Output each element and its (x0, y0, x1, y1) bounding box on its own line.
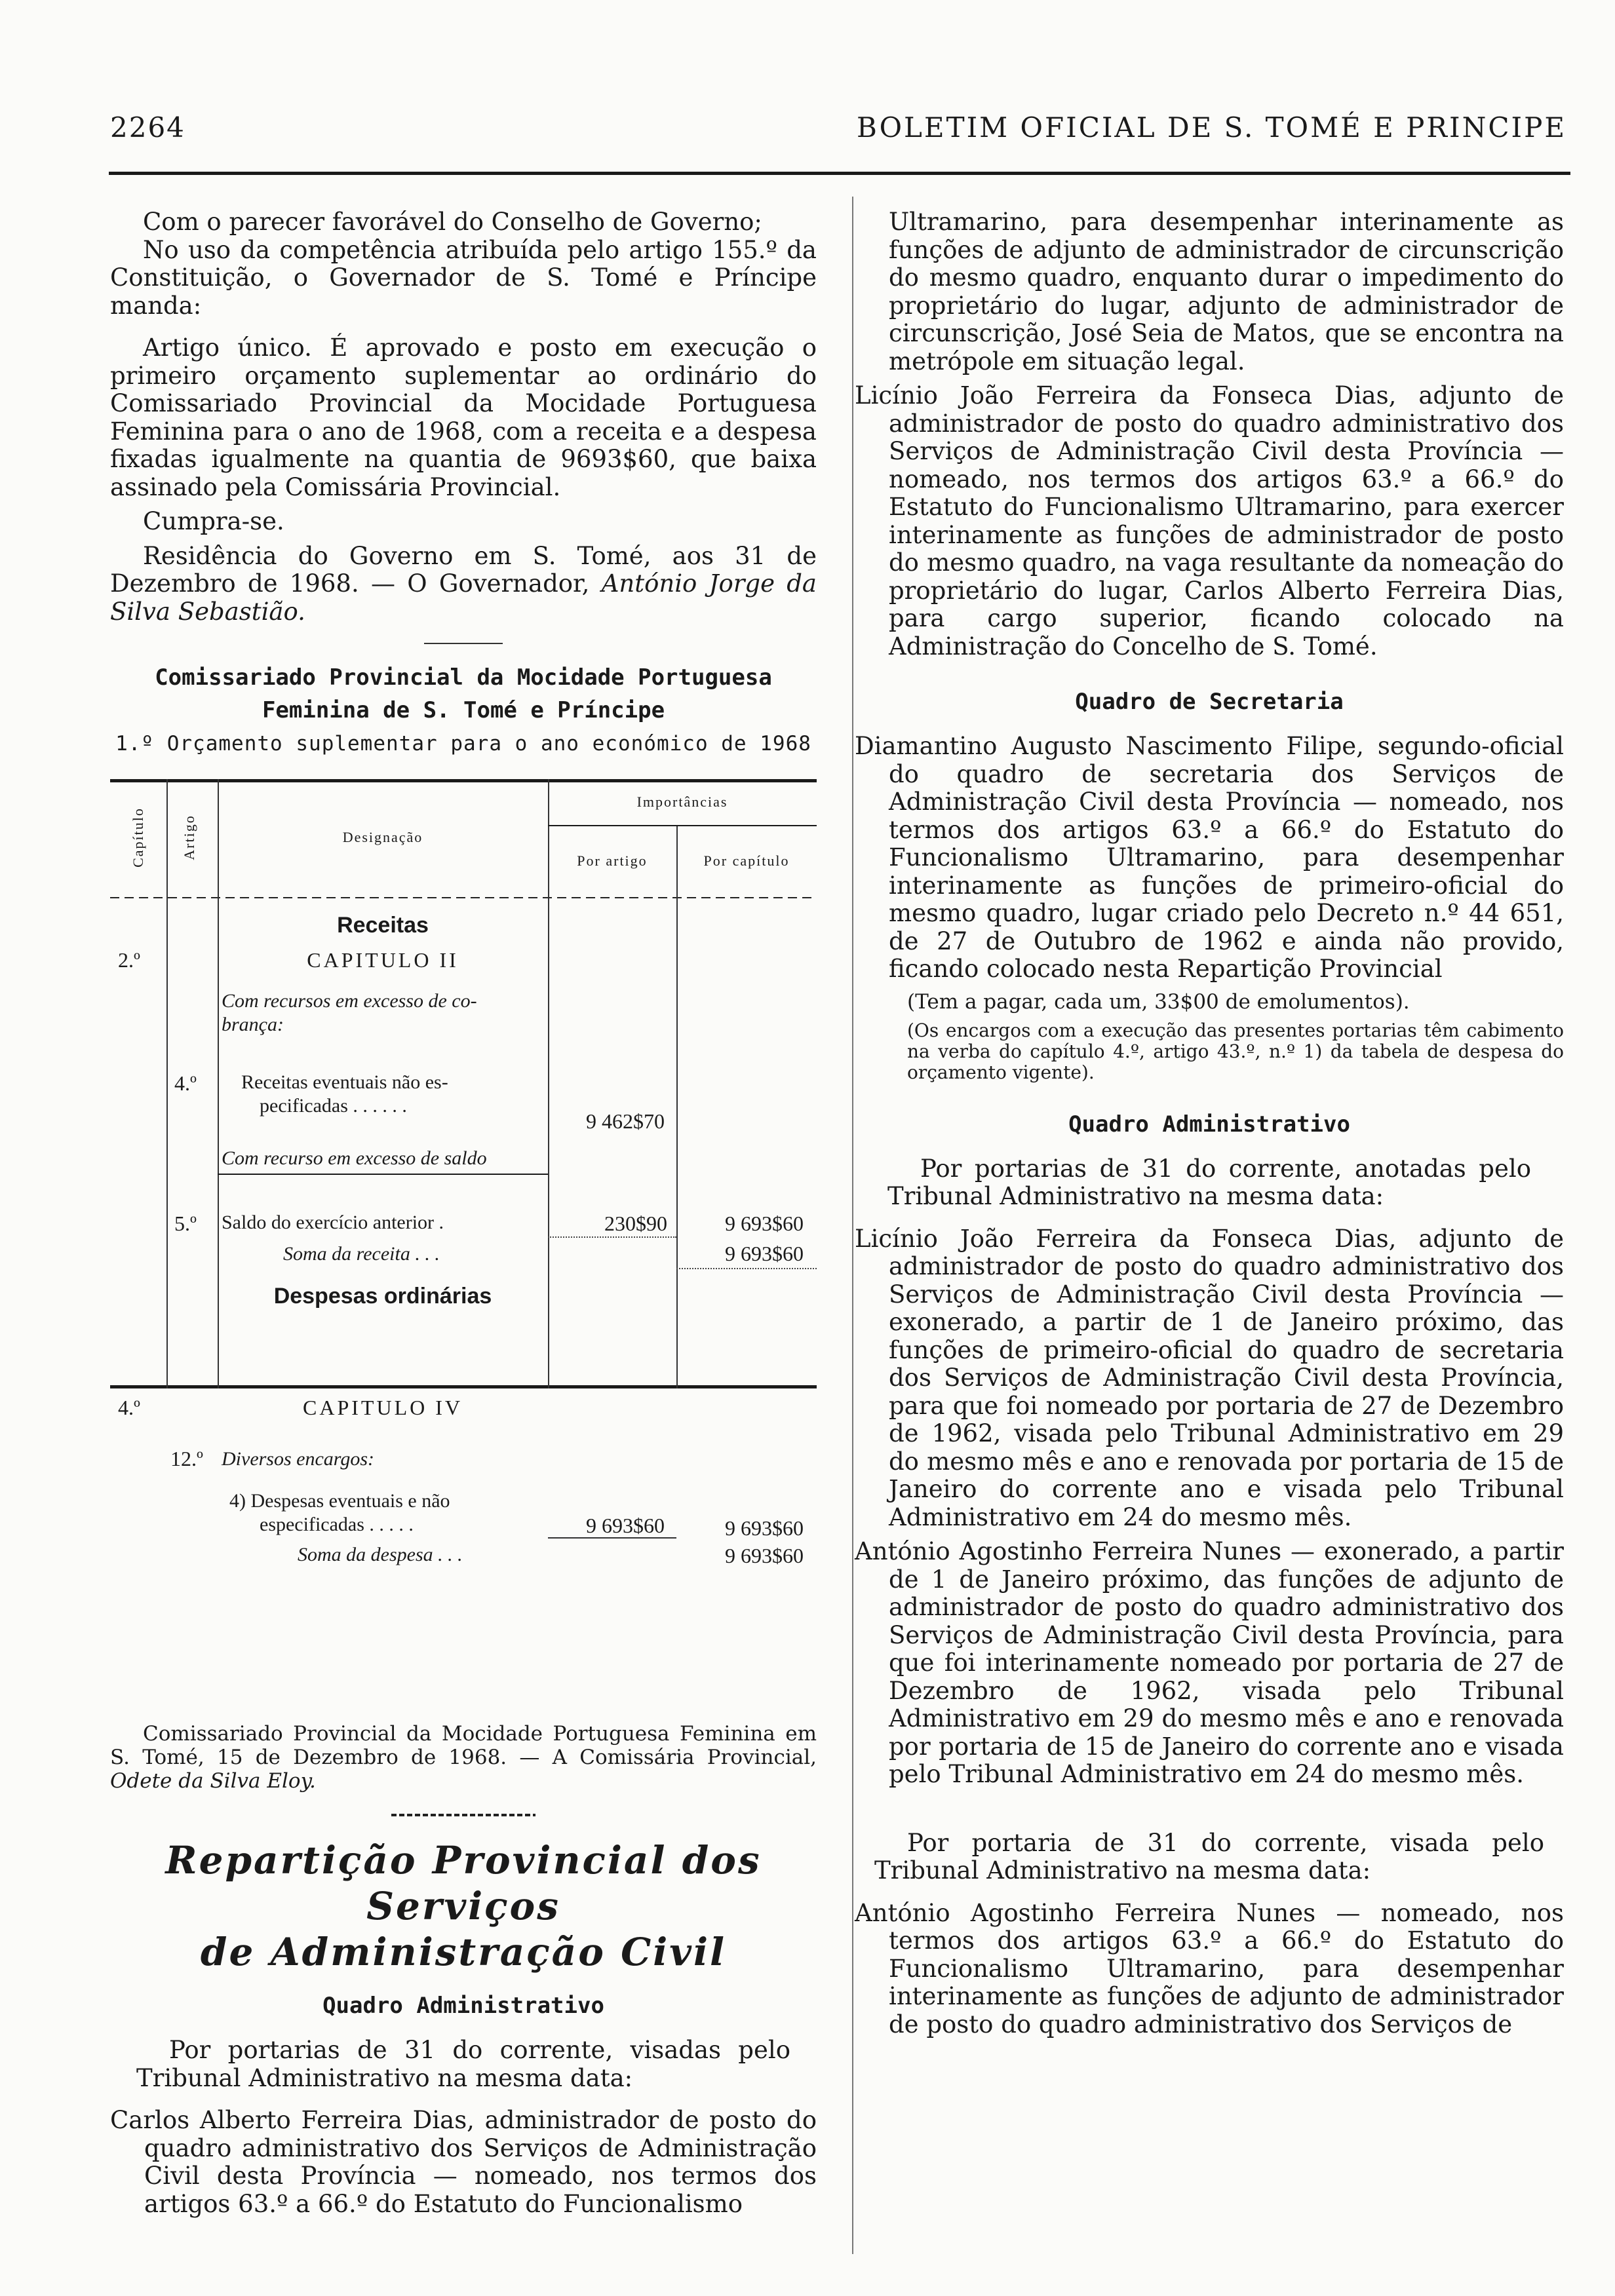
capitulo-iv: CAPITULO IV (303, 1396, 463, 1419)
importancias-rule (548, 825, 817, 826)
capitulo-number: 4.º (118, 1396, 140, 1419)
section-title (110, 661, 817, 727)
antonio-exonerado: António Agostinho Ferreira Nunes — exonerado, a partir de 1 de Janeiro próximo, das funções de adjunto de administrador de posto do quadro administrativo dos Serviços de Administração Civil desta Província, para que foi interinamente nomeado por portaria de 27 de Dezembro de 1962, visada pelo Tribunal Administrativo em 29 do mesmo mês e ano e renovada por portaria de 15 de Janeiro do corrente ano e visada pelo Tribunal Administrativo em 24 do mesmo mês. (855, 1537, 1564, 1788)
portarias-intro: Por portarias de 31 do corrente, visadas pelo Tribunal Administrativo na mesma data: (136, 2036, 790, 2092)
header-designacao: Designação (342, 829, 423, 845)
repartition-title (110, 1837, 817, 1975)
value-cell: 9 693$60 (725, 1544, 804, 1567)
dotted-rule (676, 1268, 817, 1269)
quadro-secretaria-heading: Quadro de Secretaria (1075, 689, 1344, 715)
despesas-heading: Despesas ordinárias (273, 1284, 492, 1309)
capitulo-ii: CAPITULO II (307, 948, 459, 972)
section-title-line-1: Comissariado Provincial da Mocidade Portuguesa (155, 664, 772, 691)
page-header (110, 111, 1566, 157)
carlos-alberto-paragraph: Carlos Alberto Ferreira Dias, administrador de posto do quadro administrativo dos Serviços de Administração Civil desta Província — nomeado, nos termos dos artigos 63.º a 66.º do Estatuto do Funcionalismo (110, 2106, 817, 2218)
section-title-line-2: Feminina de S. Tomé e Príncipe (262, 697, 665, 723)
budget-subtitle: 1.º Orçamento suplementar para o ano económico de 1968 (115, 732, 811, 756)
col-divider (166, 779, 168, 1388)
budget-table (110, 779, 817, 1388)
decree-paragraph-1: Com o parecer favorável do Conselho de Governo; (143, 208, 762, 236)
saldo-exercicio: Saldo do exercício anterior . (222, 1212, 444, 1233)
table-top-rule (110, 779, 817, 782)
separator (424, 643, 503, 644)
repartition-title-line-1: Repartição Provincial dos Serviços (165, 1838, 762, 1928)
table-header-rule (110, 897, 817, 898)
soma-receita: Soma da receita . . . (283, 1243, 440, 1265)
decree-article: Artigo único. É aprovado e posto em execução o primeiro orçamento suplementar ao ordinário do Comissariado Provincial da Mocidade Portuguesa Feminina para o ano de 1968, com a receita e a despesa fixadas igualmente na quantia de 9693$60, que baixa assinado pela Comissária Provincial. (110, 334, 817, 501)
journal-title: BOLETIM OFICIAL DE S. TOMÉ E PRINCIPE (856, 111, 1566, 144)
right-column (855, 208, 1564, 2038)
despesas-eventuais-line-2: especificadas . . . . . (260, 1514, 414, 1535)
header-por-artigo: Por artigo (577, 852, 648, 869)
value-cell: 9 693$60 (586, 1514, 665, 1537)
artigo-number: 4.º (174, 1071, 197, 1095)
artigo-number: 5.º (174, 1212, 197, 1235)
receitas-heading: Receitas (337, 913, 429, 938)
emolumentos-note: (Tem a pagar, cada um, 33$00 de emolumentos). (907, 989, 1410, 1014)
portaria-visada: Por portaria de 31 do corrente, visada pelo Tribunal Administrativo na mesma data: (874, 1828, 1544, 1885)
header-rule (109, 172, 1570, 175)
value-cell: 9 693$60 (725, 1212, 804, 1235)
artigo-number: 12.º (170, 1447, 203, 1470)
diversos-encargos: Diversos encargos: (222, 1448, 375, 1470)
left-column (110, 208, 817, 1388)
separator (391, 1814, 535, 1816)
licinio-nomeado: Licínio João Ferreira da Fonseca Dias, adjunto de administrador de posto do quadro administrativo dos Serviços de Administração Civil desta Província — nomeado, nos termos dos artigos 63.º a 66.º do Estatuto do Funcionalismo Ultramarino, para exercer interinamente as funções de administrador de posto do mesmo quadro, na vaga resultante da nomeação do proprietário do lugar, Carlos Alberto Ferreira Dias, para cargo superior, ficando colocado na Administração do Concelho de S. Tomé. (855, 381, 1564, 660)
decree-residence: Residência do Governo em S. Tomé, aos 31 de Dezembro de 1968. — O Governador, (110, 541, 817, 598)
despesas-eventuais-line-1: 4) Despesas eventuais e não (229, 1490, 450, 1512)
receitas-eventuais-line-1: Receitas eventuais não es- (241, 1071, 448, 1093)
diamantino-paragraph: Diamantino Augusto Nascimento Filipe, segundo-oficial do quadro de secretaria dos Serviços de Administração Civil desta Província — nomeado, nos termos dos artigos 63.º a 66.º do Estatuto do Funcionalismo Ultramarino, para desempenhar interinamente as funções de primeiro-oficial do mesmo quadro, lugar criado pelo Decreto n.º 44 651, de 27 de Outubro de 1962 e ainda não provido, ficando colocado nesta Repartição Provincial (855, 732, 1564, 983)
governor-name: António Jorge da Silva Sebastião. (110, 569, 817, 626)
quadro-administrativo-heading: Quadro Administrativo (322, 1993, 604, 2019)
table-bottom-rule (110, 1385, 817, 1388)
page-number: 2264 (110, 111, 185, 144)
signature-text: Comissariado Provincial da Mocidade Portuguesa Feminina em S. Tomé, 15 de Dezembro de 1968. — A Comissária Provincial, (110, 1722, 817, 1769)
decree-paragraph-2: No uso da competência atribuída pelo artigo 155.º da Constituição, o Governador de S. Tomé e Príncipe manda: (110, 235, 817, 320)
value-cell: 9 462$70 (586, 1109, 665, 1133)
com-recursos-line-2: brança: (222, 1014, 284, 1035)
row-rule (218, 1174, 548, 1175)
signature-name: Odete da Silva Eloy. (110, 1769, 316, 1793)
capitulo-number: 2.º (118, 948, 140, 972)
row-rule (548, 1537, 676, 1539)
licinio-exonerado: Licínio João Ferreira da Fonseca Dias, adjunto de administrador de posto do quadro administrativo dos Serviços de Administração Civil desta Província — exonerado, a partir de 1 de Janeiro próximo, das funções de primeiro-oficial do quadro de secretaria dos Serviços de Administração Civil desta Província, para que foi nomeado por portaria de 27 de Dezembro de 1962, visada pelo Tribunal Administrativo em 29 do mesmo mês e ano e renovada por portaria de 15 de Janeiro do corrente ano e visada pelo Tribunal Administrativo em 24 do mesmo mês. (855, 1224, 1564, 1531)
col-divider (676, 825, 678, 1388)
column-divider (852, 197, 853, 2254)
signature-block (110, 1722, 817, 1793)
col-divider (548, 779, 549, 1388)
value-cell: 9 693$60 (725, 1242, 804, 1265)
dotted-rule (548, 1236, 676, 1238)
quadro-administrativo-heading-right: Quadro Administrativo (1068, 1111, 1350, 1138)
header-importancias: Importâncias (636, 794, 728, 810)
com-recursos-line-1: Com recursos em excesso de co- (222, 990, 477, 1012)
decree-cumpra-se: Cumpra-se. (143, 507, 284, 535)
carlos-continuation: Ultramarino, para desempenhar interinamente as funções de adjunto de administrador de circunscrição do mesmo quadro, enquanto durar o impedimento do proprietário do lugar, adjunto de administrador de circunscrição, José Seia de Matos, que se encontra na metrópole em situação legal. (889, 208, 1564, 375)
header-por-capitulo: Por capítulo (703, 852, 790, 869)
repartition-title-line-2: de Administração Civil (200, 1930, 727, 1974)
left-column-lower (110, 1722, 817, 2218)
header-artigo: Artigo (181, 814, 197, 860)
com-recurso-saldo: Com recurso em excesso de saldo (222, 1147, 487, 1169)
header-capitulo: Capítulo (130, 807, 146, 868)
soma-despesa: Soma da despesa . . . (298, 1544, 463, 1565)
decree-signature (110, 543, 817, 626)
value-cell: 9 693$60 (725, 1516, 804, 1540)
encargos-note: (Os encargos com a execução das presentes portarias têm cabimento na verba do capítulo 4.º, artigo 43.º, n.º 1) da tabela de despesa do orçamento vigente). (907, 1019, 1564, 1083)
portarias-anotadas: Por portarias de 31 do corrente, anotadas pelo Tribunal Administrativo na mesma data: (887, 1154, 1531, 1210)
antonio-nomeado: António Agostinho Ferreira Nunes — nomeado, nos termos dos artigos 63.º a 66.º do Estatuto do Funcionalismo Ultramarino, para desempenhar interinamente as funções de adjunto de administrador de posto do quadro administrativo dos Serviços de (855, 1898, 1564, 2038)
receitas-eventuais-line-2: pecificadas . . . . . . (260, 1095, 407, 1117)
value-cell: 230$90 (604, 1212, 667, 1235)
